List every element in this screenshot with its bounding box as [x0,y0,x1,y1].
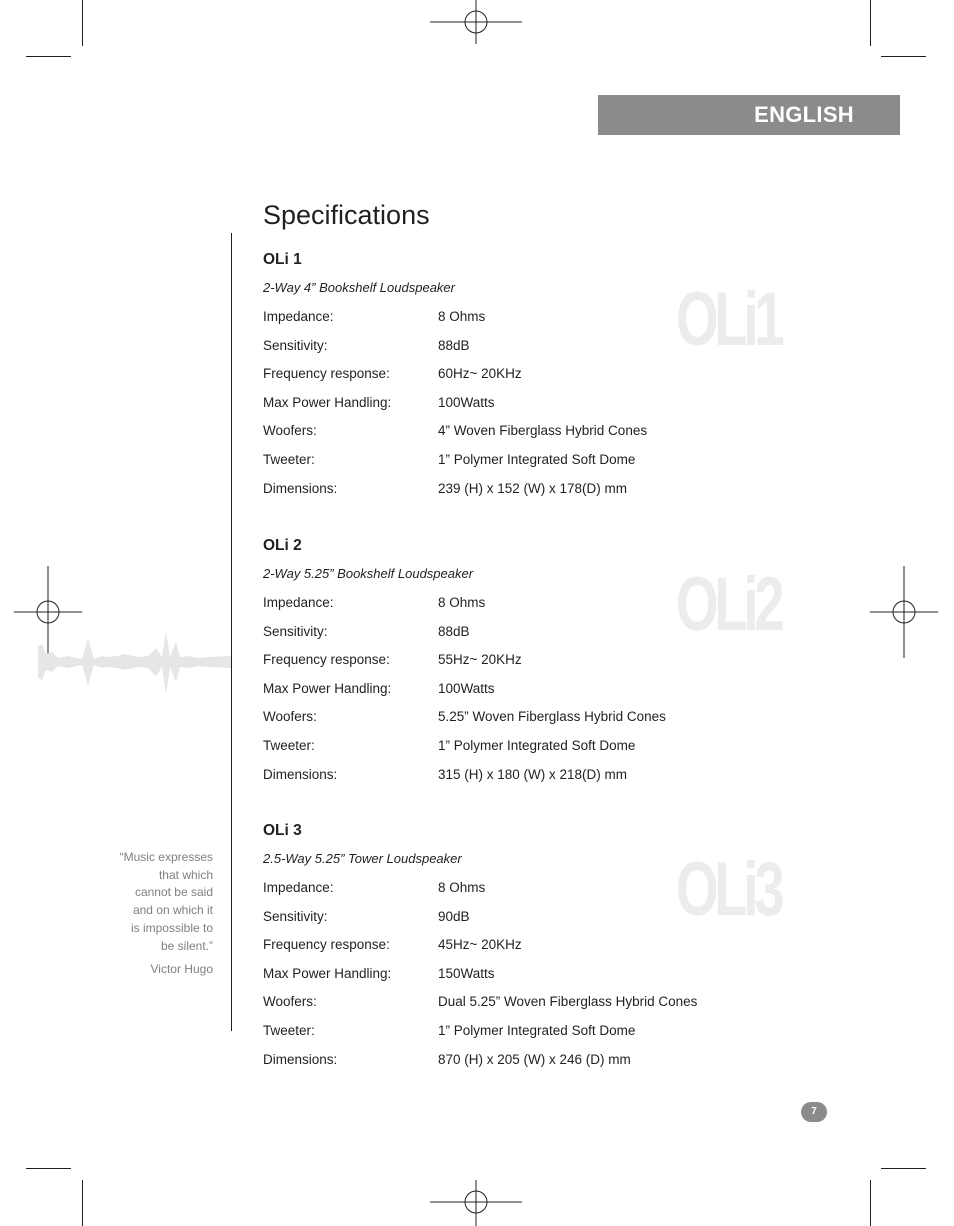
oli1-watermark: OLi1 [676,277,781,362]
waveform-icon [38,626,232,698]
spec-value: 8 Ohms [438,595,486,610]
section-subtitle: 2.5-Way 5.25” Tower Loudspeaker [263,851,462,866]
spec-row [263,903,783,932]
spec-value: 88dB [438,337,470,353]
spec-row [263,675,783,704]
registration-mark-top [430,0,522,44]
spec-value: 60Hz~ 20KHz [438,366,522,382]
spec-row [263,960,783,989]
spec-label: Frequency response: [263,652,390,668]
spec-row [263,618,783,647]
spec-section-oli2 [263,533,783,789]
oli2-watermark: OLi2 [676,562,781,647]
registration-mark-bottom [430,1180,522,1226]
spec-value: 5.25” Woven Fiberglass Hybrid Cones [438,709,666,725]
spec-value: Dual 5.25” Woven Fiberglass Hybrid Cones [438,994,698,1010]
spec-value: 8 Ohms [438,880,486,895]
section-title: OLi 1 [263,251,302,268]
spec-label: Dimensions: [263,766,338,782]
spec-value: 1” Polymer Integrated Soft Dome [438,1022,636,1038]
spec-label: Tweeter: [263,1022,315,1038]
spec-value: 1” Polymer Integrated Soft Dome [438,737,636,753]
spec-row [263,360,783,389]
spec-value: 88dB [438,623,470,639]
spec-row [263,389,783,418]
spec-value: 45Hz~ 20KHz [438,937,522,953]
spec-label: Dimensions: [263,480,338,496]
spec-value: 8 Ohms [438,309,486,324]
spec-section-oli1 [263,247,783,503]
section-subtitle: 2-Way 4” Bookshelf Loudspeaker [263,280,455,295]
spec-label: Impedance: [263,880,334,895]
spec-row [263,761,783,790]
language-header: ENGLISH [598,95,900,135]
quote-line: and on which it [132,903,213,918]
quote-author: Victor Hugo [150,962,213,976]
spec-value: 150Watts [438,965,495,981]
spec-label: Sensitivity: [263,337,328,353]
spec-label: Sensitivity: [263,623,328,639]
spec-label: Max Power Handling: [263,394,392,410]
spec-row [263,332,783,361]
spec-label: Max Power Handling: [263,680,392,696]
spec-value: 100Watts [438,394,495,410]
spec-label: Max Power Handling: [263,965,392,981]
section-title: OLi 3 [263,822,302,839]
spec-row [263,732,783,761]
spec-value: 55Hz~ 20KHz [438,652,522,668]
page-title: Specifications [263,200,430,230]
spec-value: 315 (H) x 180 (W) x 218(D) mm [438,766,628,782]
quote-line: cannot be said [134,885,213,900]
spec-value: 4” Woven Fiberglass Hybrid Cones [438,423,648,439]
spec-value: 870 (H) x 205 (W) x 246 (D) mm [438,1051,631,1067]
spec-label: Impedance: [263,309,334,324]
spec-value: 1” Polymer Integrated Soft Dome [438,451,636,467]
section-subtitle: 2-Way 5.25” Bookshelf Loudspeaker [263,566,474,581]
page-number-badge: 7 [801,1102,827,1122]
spec-label: Frequency response: [263,366,390,382]
spec-row [263,475,783,504]
spec-row [263,1046,783,1075]
spec-row [263,703,783,732]
spec-value: 90dB [438,908,470,924]
spec-row [263,1017,783,1046]
quote-line: “Music expresses [119,850,213,864]
spec-label: Woofers: [263,423,317,439]
quote-line: that which [158,867,213,882]
quote-text [100,849,213,955]
spec-value: 239 (H) x 152 (W) x 178(D) mm [438,480,628,496]
spec-label: Woofers: [263,994,317,1010]
quote-line: be silent.” [160,938,213,953]
spec-label: Dimensions: [263,1051,338,1067]
spec-row [263,417,783,446]
spec-row [263,988,783,1017]
spec-row [263,874,783,903]
oli3-watermark: OLi3 [676,847,781,932]
spec-row [263,446,783,475]
spec-row [263,303,783,332]
section-title: OLi 2 [263,537,302,554]
quote-line: is impossible to [130,920,213,935]
spec-label: Woofers: [263,709,317,725]
left-divider [231,233,232,1031]
spec-value: 100Watts [438,680,495,696]
spec-label: Impedance: [263,595,334,610]
spec-row [263,589,783,618]
spec-label: Frequency response: [263,937,390,953]
spec-row [263,646,783,675]
spec-label: Tweeter: [263,451,315,467]
registration-mark-right [870,566,938,658]
spec-section-oli3 [263,818,783,1074]
spec-label: Tweeter: [263,737,315,753]
spec-label: Sensitivity: [263,908,328,924]
spec-row [263,931,783,960]
